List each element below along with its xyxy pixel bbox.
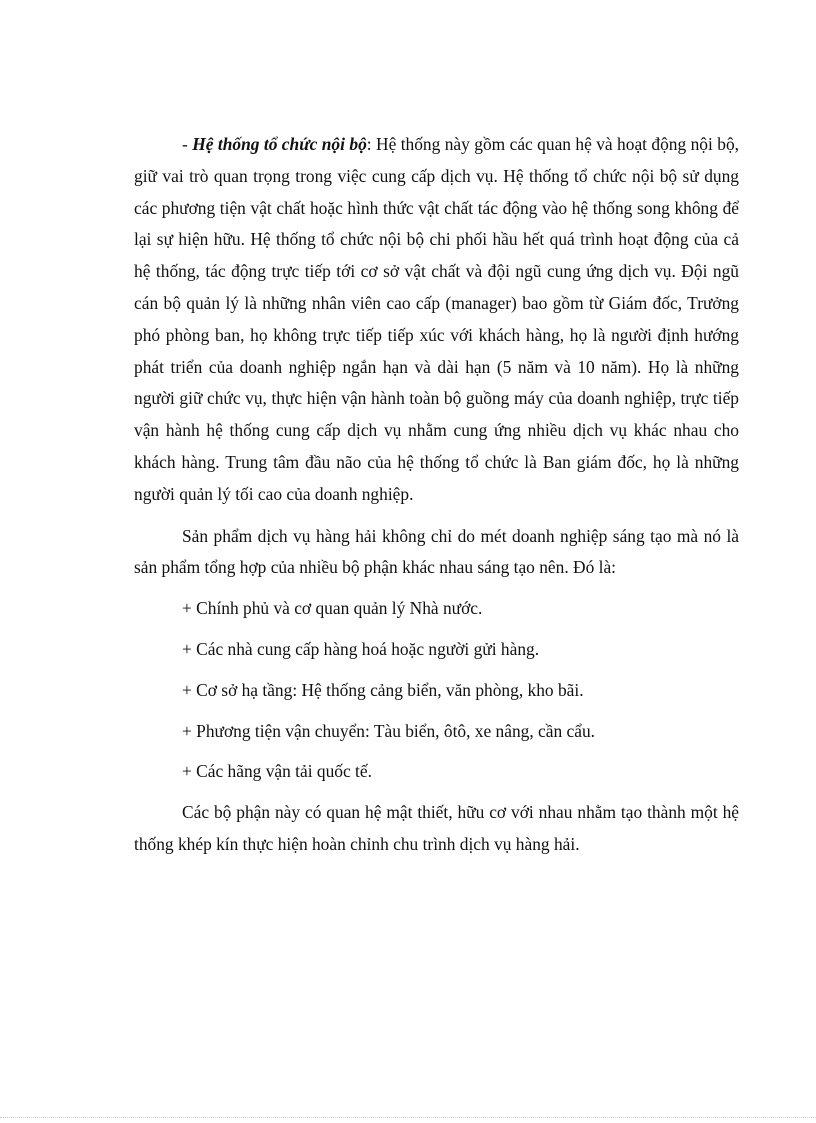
list-item: + Các nhà cung cấp hàng hoá hoặc người gửi hàng.: [182, 638, 540, 659]
paragraph-conclusion: Các bộ phận này có quan hệ mật thiết, hữu cơ với nhau nhằm tạo thành một hệ thống khép kín thực hiện hoàn chỉnh chu trình dịch vụ hàng hải.: [134, 802, 739, 854]
list-item: + Cơ sở hạ tầng: Hệ thống cảng biển, văn phòng, kho bãi.: [182, 679, 584, 700]
list-item: + Các hãng vận tải quốc tế.: [182, 761, 372, 782]
paragraph-internal-organization: [134, 129, 739, 511]
list-item: + Chính phủ và cơ quan quản lý Nhà nước.: [182, 598, 483, 619]
lead-prefix: -: [182, 134, 193, 154]
page-bottom-divider: [0, 1117, 816, 1118]
paragraph-body: : Hệ thống này gồm các quan hệ và hoạt động nội bộ, giữ vai trò quan trọng trong việc cung cấp dịch vụ. Hệ thống tổ chức nội bộ sử dụng các phương tiện vật chất hoặc hình thức vật chất tác động vào hệ thống song không để lại sự hiện hữu. Hệ thống tổ chức nội bộ chi phối hầu hết quá trình hoạt động của cả hệ thống, tác động trực tiếp tới cơ sở vật chất và đội ngũ cung ứng dịch vụ. Đội ngũ cán bộ quản lý là những nhân viên cao cấp (manager) bao gồm từ Giám đốc, Trưởng phó phòng ban, họ không trực tiếp tiếp xúc với khách hàng, họ là người định hướng phát triển của doanh nghiệp ngắn hạn và dài hạn (5 năm và 10 năm). Họ là những người giữ chức vụ, thực hiện vận hành toàn bộ guồng máy của doanh nghiệp, trực tiếp vận hành hệ thống cung cấp dịch vụ nhằm cung ứng nhiều dịch vụ khác nhau cho khách hàng. Trung tâm đầu não của hệ thống tổ chức là Ban giám đốc, họ là những người quản lý tối cao của doanh nghiệp.: [134, 134, 739, 504]
paragraph-maritime-product: Sản phẩm dịch vụ hàng hải không chỉ do mét doanh nghiệp sáng tạo mà nó là sản phẩm tổng hợp của nhiều bộ phận khác nhau sáng tạo nên. Đó là:: [134, 525, 739, 578]
lead-term: Hệ thống tổ chức nội bộ: [192, 134, 367, 154]
list-item: + Phương tiện vận chuyển: Tàu biển, ôtô, xe nâng, cần cẩu.: [182, 720, 596, 741]
document-body: [134, 129, 739, 861]
